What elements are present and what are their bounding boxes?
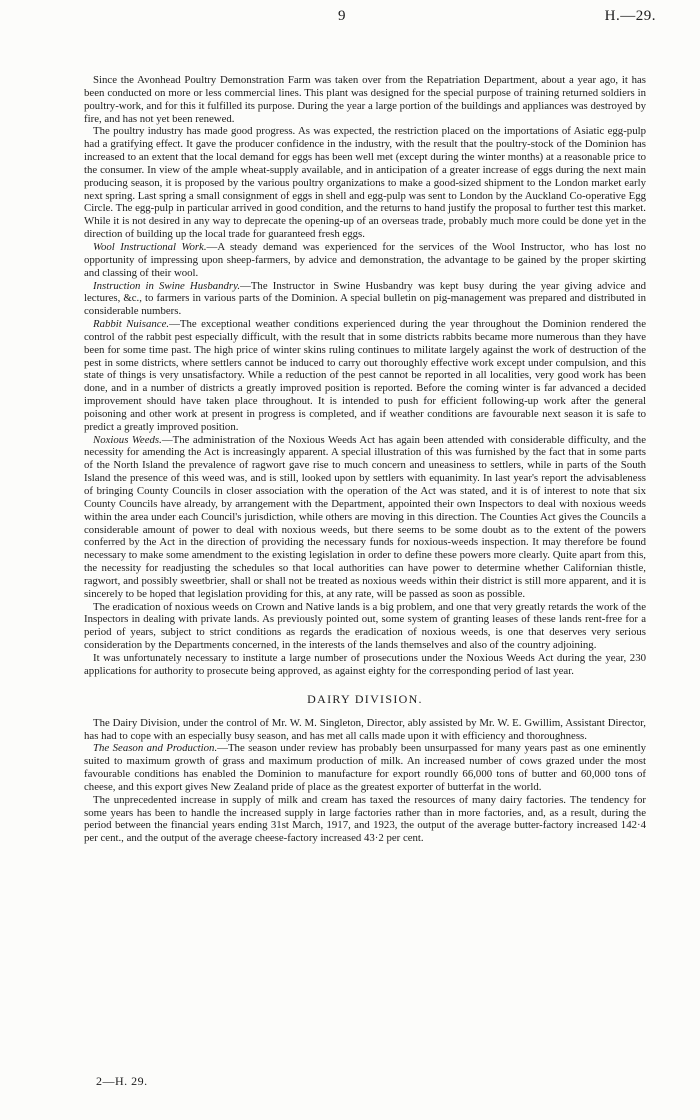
paragraph-dairy-control: The Dairy Division, under the control of Mr. W. M. Singleton, Director, ably assisted by Mr. W. E. Gwillim, Assistant Director, has had to cope with an especially busy season, and has met all calls made upon it with efficiency and thoroughness. — [84, 716, 646, 742]
paragraph-lead: Instruction in Swine Husbandry. — [93, 279, 241, 292]
paragraph-lead: Noxious Weeds. — [93, 433, 162, 446]
paragraph-swine-husbandry: Instruction in Swine Husbandry.—The Instructor in Swine Husbandry was kept busy during the year giving advice and lectures, &c., to farmers in various parts of the Dominion. A special bulletin on pig-management was prepared and distributed in considerable numbers. — [84, 279, 646, 318]
page-header — [0, 8, 700, 30]
paragraph-factory-output: The unprecedented increase in supply of milk and cream has taxed the resources of many dairy factories. The tendency for some years has been to handle the increased supply in large factories rather than in more factories, and, as a result, during the period between the financial years ending 31st March, 1917, and 1923, the output of the average butter-factory increased 142·4 per cent., and the output of the average cheese-factory increased 43·2 per cent. — [84, 793, 646, 845]
paragraph-season-production: The Season and Production.—The season under review has probably been unsurpassed for many years past as one eminently suited to maximum growth of grass and maximum production of milk. An increased number of cows grazed under the most favourable conditions has enabled the Dominion to manufacture for export roundly 66,000 tons of butter and 60,000 tons of cheese, and this export gives New Zealand pride of place as the greatest exporter of butterfat in the world. — [84, 742, 646, 793]
document-reference: H.—29. — [604, 8, 656, 24]
paragraph-rabbit-nuisance: Rabbit Nuisance.—The exceptional weather conditions experienced during the year throughout the Dominion rendered the control of the rabbit pest especially difficult, with the result that in some districts rabbits became more numerous than they have been for some time past. The high price of winter skins ruling continues to militate largely against the work of destruction of the pest in some districts, where settlers cannot be induced to carry out thoroughly effective work except under compulsion, and this state of things is very unsatisfactory. While a reduction of the pest cannot be reported in all localities, very good work has been done, and in a number of districts a greatly improved position is reported. Before the coming winter is far advanced a decided improvement should have taken place throughout. It is intended to push for efficient following-up work after the general poisoning and other work at present in progress is completed, and if weather conditions are favourable next season it is safe to predict a greatly improved position. — [84, 318, 647, 433]
paragraph-wool-instruction: Wool Instructional Work.—A steady demand was experienced for the services of the Wool Instructor, who has lost no opportunity of impressing upon sheep-farmers, by advice and demonstration, the advantage to be gained by the proper skirting and classing of their wool. — [84, 240, 646, 279]
paragraph-lead: Wool Instructional Work. — [93, 240, 207, 253]
page-number: 9 — [338, 8, 346, 24]
paragraph-noxious-weeds: Noxious Weeds.—The administration of the Noxious Weeds Act has again been attended with considerable difficulty, and the necessity for amending the Act is increasingly apparent. A special illustration of this was furnished by the fact that in some parts of the North Island the prevalence of ragwort gave rise to much concern and uneasiness to settlers, while in parts of the South Island the presence of this weed was, and is still, looked upon by settlers with equanimity. In last year's report the advisableness of bringing County Councils in closer association with the operation of the Act was stated, and it is of interest to note that six County Councils have already, by arrangement with the Department, appointed their own Inspectors to deal with noxious weeds within the area under each Council's jurisdiction, while others are moving in this direction. The Counties Act gives the Councils a considerable amount of power to deal with noxious weeds, but there seems to be some doubt as to the extent of the powers conferred by the Act in the direction of providing the necessary funds for noxious-weeds inspection. It may therefore be found necessary to make some amendment to the existing legislation in order to define these powers more clearly. Quite apart from this, the necessity for readjusting the schedules so that local authorities can have power to determine whether Californian thistle, ragwort, and possibly sweetbrier, shall or shall not be treated as noxious weeds within their district is still more apparent, and it is sincerely to be hoped that legislation providing for this, at any rate, will be passed as soon as possible. — [84, 433, 646, 600]
paragraph-crown-native-lands: The eradication of noxious weeds on Crown and Native lands is a big problem, and one that very greatly retards the work of the Inspectors in dealing with private lands. As previously pointed out, some system of granting leases of these lands rent-free for a period of years, subject to strict conditions as regards the eradication of noxious weeds, is one that deserves very serious consideration by the Departments concerned, in the interests of the lands themselves and also of the country adjoining. — [84, 600, 646, 652]
paragraph-avonhead-farm: Since the Avonhead Poultry Demonstration Farm was taken over from the Repatriation Department, about a year ago, it has been conducted on more or less commercial lines. This plant was designed for the special purpose of training returned soldiers in poultry-work, and for this it fulfilled its purpose. During the year a large portion of the buildings and appliances was destroyed by fire, and has not yet been renewed. — [84, 74, 646, 125]
section-heading-dairy-division: DAIRY DIVISION. — [307, 691, 423, 706]
page-footer: 2—H. 29. — [96, 1074, 148, 1088]
body-text — [84, 74, 646, 845]
paragraph-prosecutions: It was unfortunately necessary to institute a large number of prosecutions under the Noxious Weeds Act during the year, 230 applications for authority to prosecute being approved, as against eighty for the corresponding period of last year. — [84, 651, 646, 677]
paragraph-lead: Rabbit Nuisance. — [93, 318, 170, 331]
paragraph-poultry-industry: The poultry industry has made good progress. As was expected, the restriction placed on the importations of Asiatic egg-pulp had a gratifying effect. It gave the producer confidence in the industry, with the result that the poultry-stock of the Dominion has increased to an extent that the local demand for eggs has been well met (except during the winter months) at a reasonable price to the consumer. In view of the ample wheat-supply available, and in anticipation of a greater increase of eggs during the next main producing season, it is proposed by the various poultry organizations to make a good-sized shipment to the London market early next spring. Last spring a small consignment of eggs in shell and egg-pulp was sent to London by the Auckland Co-operative Egg Circle. The egg-pulp in particular arrived in good condition, and the returns to hand justify the proposal to further test this market. While it is not desired in any way to deprecate the opening-up of an overseas trade, probably much more could be done yet in the direction of building up the local trade for guaranteed fresh eggs. — [84, 125, 646, 241]
paragraph-lead: The Season and Production. — [93, 742, 218, 755]
